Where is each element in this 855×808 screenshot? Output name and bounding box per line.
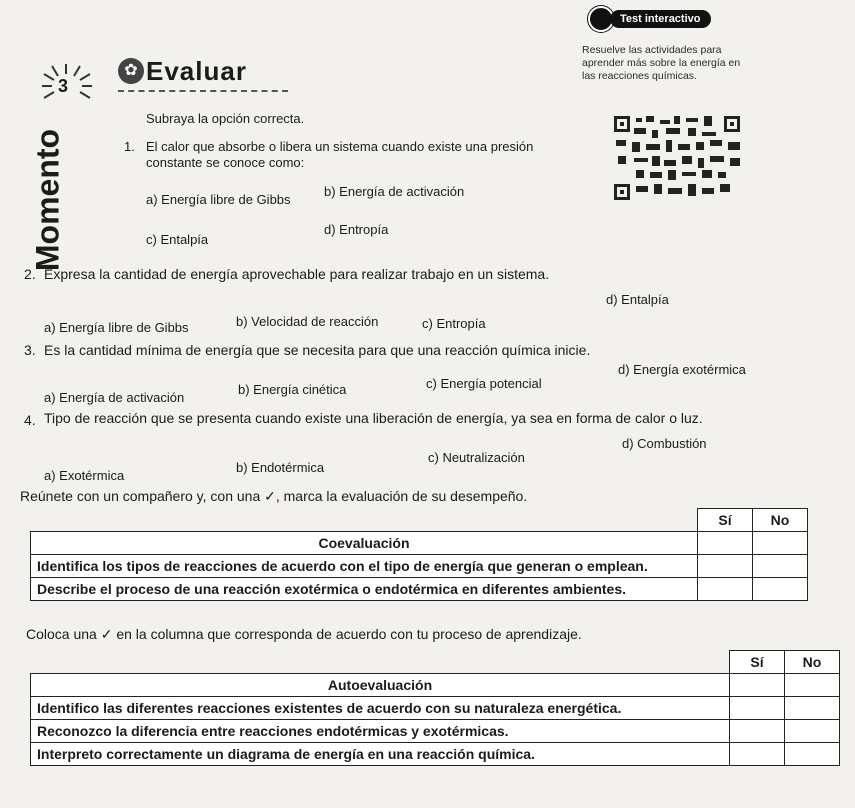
test-interactivo-badge[interactable] [588, 6, 711, 32]
autoeval-title-no-cell [785, 674, 840, 697]
autoeval-row-3-no-checkbox[interactable] [785, 743, 840, 766]
coeval-title: Coevaluación [31, 532, 698, 555]
coeval-yes-header: Sí [698, 509, 753, 532]
q3-option-b[interactable]: b) Energía cinética [238, 382, 347, 397]
autoeval-row-2-no-checkbox[interactable] [785, 720, 840, 743]
table-row [31, 720, 840, 743]
question-3-number: 3. [24, 342, 36, 358]
q4-option-b[interactable]: b) Endotérmica [236, 460, 325, 475]
momento-label [24, 120, 72, 280]
qr-code-image[interactable] [612, 114, 744, 204]
q2-option-d[interactable]: d) Entalpía [606, 292, 669, 307]
autoeval-title-yes-cell [730, 674, 785, 697]
instruction: Subraya la opción correcta. [146, 111, 305, 126]
momento-text: Momento [29, 128, 66, 272]
section-number: 3 [58, 76, 69, 96]
q4-option-c[interactable]: c) Neutralización [428, 450, 525, 465]
coeval-row-1: Identifica los tipos de reacciones de acuerdo con el tipo de energía que generan o emplean. [31, 555, 698, 578]
autoevaluation-table [30, 650, 840, 766]
q1-option-a[interactable]: a) Energía libre de Gibbs [146, 192, 291, 207]
autoeval-row-3: Interpreto correctamente un diagrama de energía en una reacción química. [31, 743, 730, 766]
title-underline [118, 90, 288, 92]
question-1-number: 1. [124, 139, 135, 154]
q2-option-a[interactable]: a) Energía libre de Gibbs [44, 320, 189, 335]
autoevaluation-instruction: Coloca una ✓ en la columna que corresponda de acuerdo con tu proceso de aprendizaje. [26, 626, 582, 642]
question-4-number: 4. [24, 412, 36, 428]
coeval-title-no-cell [753, 532, 808, 555]
q1-option-d[interactable]: d) Entropía [324, 222, 389, 237]
table-row [31, 578, 808, 601]
q2-option-b[interactable]: b) Velocidad de reacción [236, 314, 379, 329]
table-row [31, 743, 840, 766]
q1-option-c[interactable]: c) Entalpía [146, 232, 209, 247]
question-2-text: Expresa la cantidad de energía aprovechable para realizar trabajo en un sistema. [44, 266, 550, 282]
autoeval-row-2: Reconozco la diferencia entre reacciones endotérmicas y exotérmicas. [31, 720, 730, 743]
q1-option-b[interactable]: b) Energía de activación [324, 184, 465, 199]
question-3-text: Es la cantidad mínima de energía que se necesita para que una reacción química inicie. [44, 342, 591, 358]
question-4-text: Tipo de reacción que se presenta cuando existe una liberación de energía, ya sea en forma de calor o luz. [44, 410, 703, 426]
q4-option-a[interactable]: a) Exotérmica [44, 468, 125, 483]
coeval-head-spacer [31, 509, 698, 532]
coeval-no-header: No [753, 509, 808, 532]
autoeval-row-1: Identifico las diferentes reacciones existentes de acuerdo con su naturaleza energética. [31, 697, 730, 720]
q3-option-d[interactable]: d) Energía exotérmica [618, 362, 746, 377]
coeval-title-yes-cell [698, 532, 753, 555]
coeval-row-1-yes-checkbox[interactable] [698, 555, 753, 578]
coevaluation-instruction: Reúnete con un compañero y, con una ✓, marca la evaluación de su desempeño. [20, 488, 528, 504]
autoeval-head-spacer [31, 651, 730, 674]
autoeval-row-3-yes-checkbox[interactable] [730, 743, 785, 766]
question-2-number: 2. [24, 266, 36, 282]
autoeval-row-1-yes-checkbox[interactable] [730, 697, 785, 720]
badge-label: Test interactivo [610, 10, 711, 28]
coeval-row-2: Describe el proceso de una reacción exotérmica o endotérmica en diferentes ambientes. [31, 578, 698, 601]
table-row [31, 697, 840, 720]
autoeval-row-1-no-checkbox[interactable] [785, 697, 840, 720]
q3-option-a[interactable]: a) Energía de activación [44, 390, 185, 405]
side-description: Resuelve las actividades para aprender más sobre la energía en las reacciones químicas. [582, 44, 741, 82]
section-title: Evaluar [146, 56, 247, 86]
q2-option-c[interactable]: c) Entropía [422, 316, 486, 331]
table-row [31, 555, 808, 578]
q4-option-d[interactable]: d) Combustión [622, 436, 707, 451]
question-1-text-2: constante se conoce como: [146, 155, 305, 170]
coeval-row-2-yes-checkbox[interactable] [698, 578, 753, 601]
autoeval-title: Autoevaluación [31, 674, 730, 697]
autoeval-no-header: No [785, 651, 840, 674]
coevaluation-table [30, 508, 808, 601]
question-1-text: El calor que absorbe o libera un sistema cuando existe una presión [146, 139, 534, 154]
autoeval-yes-header: Sí [730, 651, 785, 674]
q3-option-c[interactable]: c) Energía potencial [426, 376, 542, 391]
autoeval-row-2-yes-checkbox[interactable] [730, 720, 785, 743]
coeval-row-1-no-checkbox[interactable] [753, 555, 808, 578]
gear-icon: ✿ [118, 58, 144, 84]
section-number-badge [38, 64, 96, 108]
coeval-row-2-no-checkbox[interactable] [753, 578, 808, 601]
